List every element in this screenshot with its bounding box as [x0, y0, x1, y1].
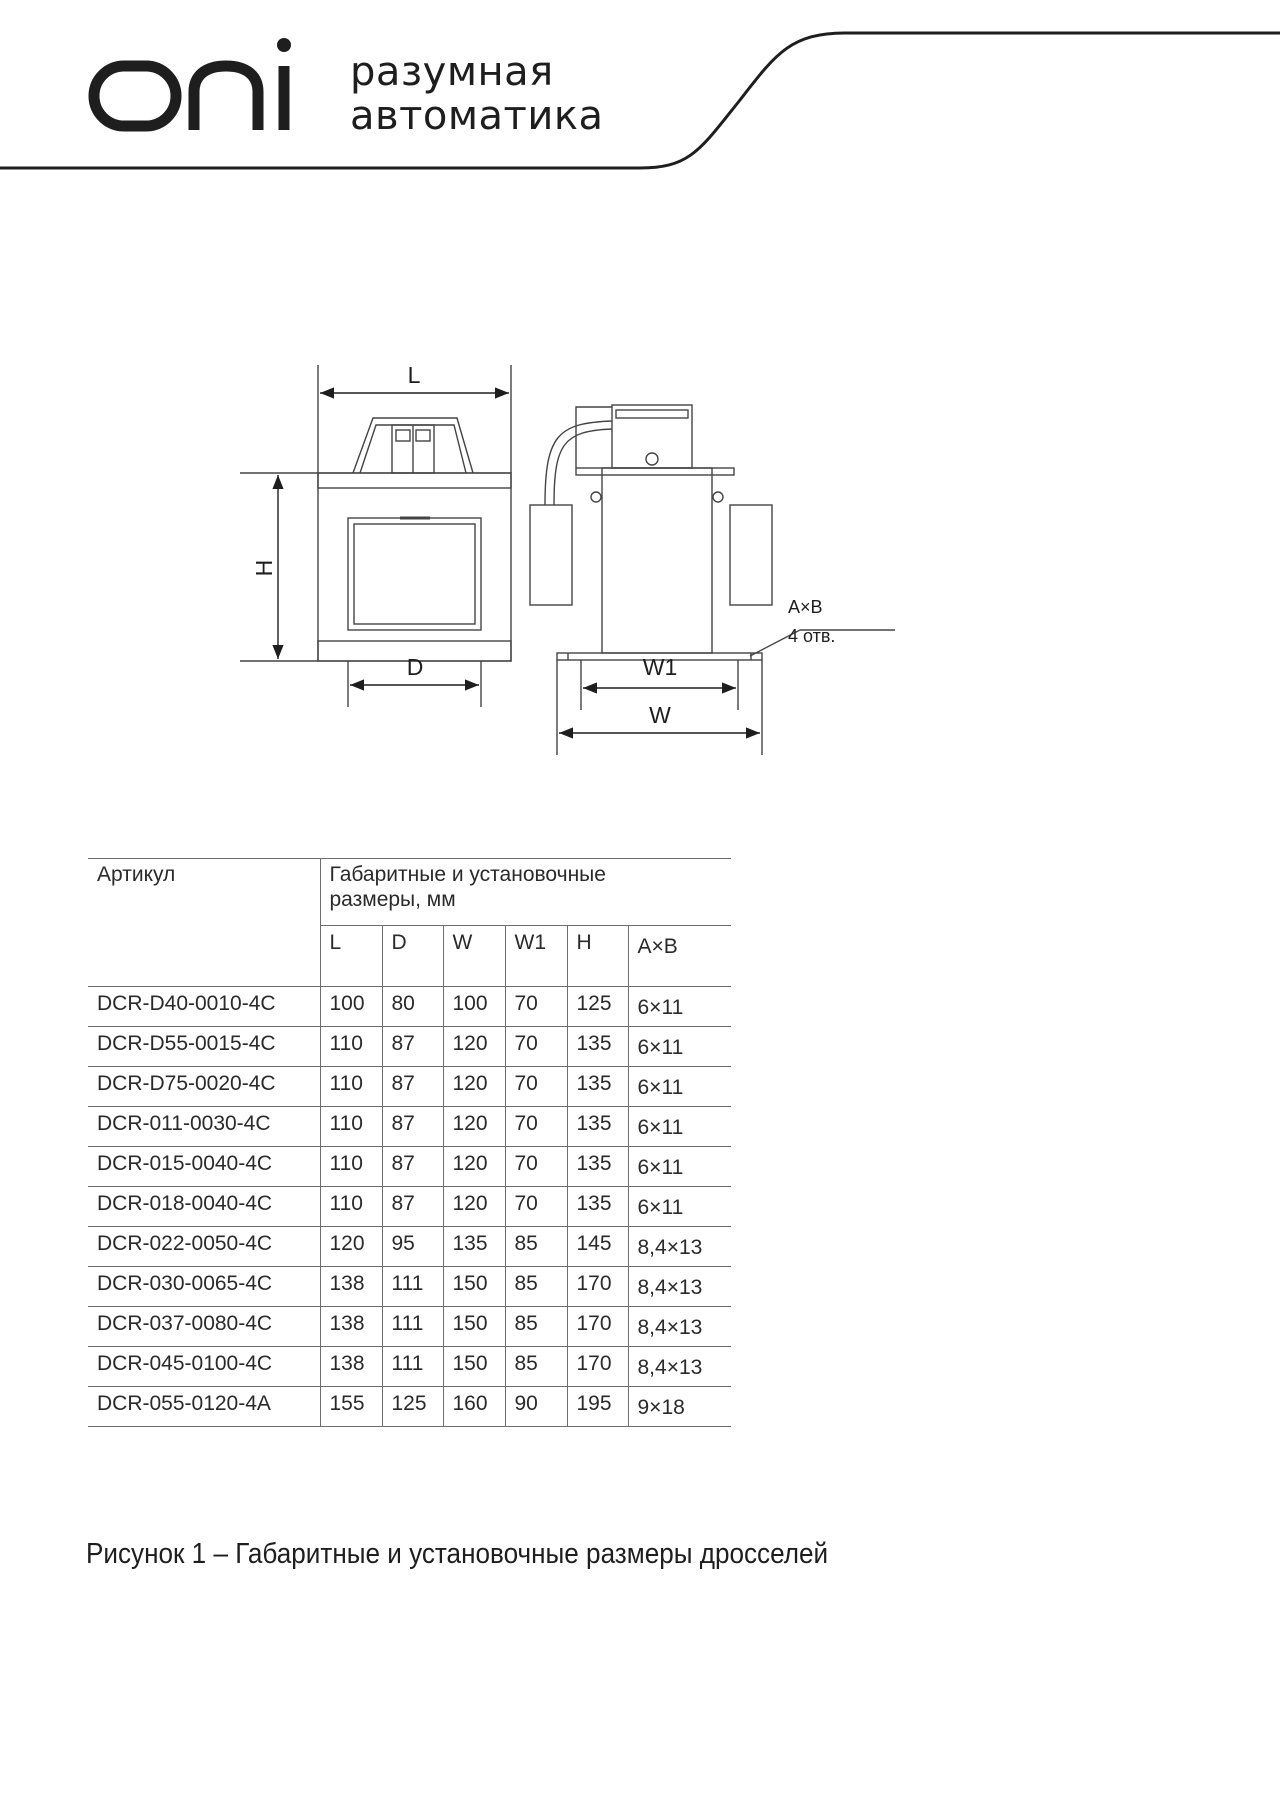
cell-ab — [628, 1027, 731, 1067]
cell-ab-text: 8,4×13 — [637, 1316, 703, 1339]
side-view-coil-right — [730, 505, 772, 605]
cell-d: 87 — [382, 1107, 443, 1147]
cell-w: 120 — [443, 1147, 505, 1187]
header-dimensions — [320, 859, 731, 926]
cell-d: 87 — [382, 1067, 443, 1107]
header-rule — [0, 0, 1280, 180]
table-row — [88, 1027, 731, 1067]
cell-l: 100 — [320, 987, 382, 1027]
cell-h: 145 — [567, 1227, 628, 1267]
cell-w: 135 — [443, 1227, 505, 1267]
cell-w: 120 — [443, 1187, 505, 1227]
cell-article: DCR-011-0030-4C — [88, 1107, 320, 1147]
cell-article: DCR-055-0120-4A — [88, 1387, 320, 1427]
dimensions-table — [88, 858, 731, 1427]
cell-w: 120 — [443, 1107, 505, 1147]
cell-ab — [628, 1347, 731, 1387]
side-view-core — [602, 468, 712, 653]
cell-ab — [628, 1267, 731, 1307]
header-D: D — [382, 926, 443, 987]
cell-w: 160 — [443, 1387, 505, 1427]
header-H: H — [567, 926, 628, 987]
cell-w: 120 — [443, 1067, 505, 1107]
cell-ab — [628, 1187, 731, 1227]
cell-ab-text: 8,4×13 — [637, 1276, 703, 1299]
cell-ab — [628, 1067, 731, 1107]
cell-w1: 85 — [505, 1227, 567, 1267]
cell-d: 87 — [382, 1187, 443, 1227]
cell-article: DCR-D40-0010-4C — [88, 987, 320, 1027]
header-W1: W1 — [505, 926, 567, 987]
cell-l: 110 — [320, 1027, 382, 1067]
table-header-row — [88, 859, 731, 926]
table-row — [88, 1267, 731, 1307]
header-W: W — [443, 926, 505, 987]
cell-ab — [628, 987, 731, 1027]
cell-ab — [628, 1227, 731, 1267]
cell-article: DCR-015-0040-4C — [88, 1147, 320, 1187]
cell-w1: 70 — [505, 1027, 567, 1067]
cell-l: 138 — [320, 1267, 382, 1307]
side-view-terminal — [612, 405, 692, 468]
cell-w: 150 — [443, 1267, 505, 1307]
cell-w1: 70 — [505, 1107, 567, 1147]
cell-l: 110 — [320, 1067, 382, 1107]
figure-caption: Рисунок 1 – Габаритные и установочные размеры дросселей — [86, 1538, 829, 1570]
cell-w1: 70 — [505, 1067, 567, 1107]
cell-w: 150 — [443, 1307, 505, 1347]
cell-ab-text: 8,4×13 — [637, 1356, 703, 1379]
header-AB — [628, 926, 731, 987]
cell-article: DCR-D75-0020-4C — [88, 1067, 320, 1107]
cell-d: 125 — [382, 1387, 443, 1427]
dim-label-L: L — [407, 362, 421, 388]
logo-tagline-line1: разумная — [350, 49, 554, 95]
header-dimensions-line2: размеры, мм — [329, 888, 456, 911]
cell-l: 155 — [320, 1387, 382, 1427]
cell-article: DCR-030-0065-4C — [88, 1267, 320, 1307]
dim-label-W1: W1 — [642, 654, 678, 680]
table-row — [88, 1307, 731, 1347]
cell-article: DCR-045-0100-4C — [88, 1347, 320, 1387]
cell-article: DCR-018-0040-4C — [88, 1187, 320, 1227]
table-row — [88, 1107, 731, 1147]
cell-w: 120 — [443, 1027, 505, 1067]
table-row — [88, 1067, 731, 1107]
table-row — [88, 1347, 731, 1387]
cell-article: DCR-D55-0015-4C — [88, 1027, 320, 1067]
header-L: L — [320, 926, 382, 987]
cell-w: 100 — [443, 987, 505, 1027]
cell-h: 135 — [567, 1067, 628, 1107]
cell-l: 110 — [320, 1187, 382, 1227]
table-row — [88, 1147, 731, 1187]
cell-l: 110 — [320, 1107, 382, 1147]
cell-h: 195 — [567, 1387, 628, 1427]
cell-l: 138 — [320, 1347, 382, 1387]
cell-h: 170 — [567, 1267, 628, 1307]
cell-d: 111 — [382, 1307, 443, 1347]
dim-label-hole-count: 4 отв. — [788, 626, 836, 646]
table-row — [88, 1187, 731, 1227]
cell-ab-text: 6×11 — [637, 1156, 684, 1179]
cell-h: 135 — [567, 1107, 628, 1147]
cell-w1: 85 — [505, 1307, 567, 1347]
cell-ab-text: 6×11 — [637, 1036, 684, 1059]
cell-ab-text: 6×11 — [637, 996, 684, 1019]
cell-w1: 70 — [505, 1147, 567, 1187]
oni-logo-icon — [94, 66, 284, 130]
cell-ab — [628, 1147, 731, 1187]
cell-w1: 70 — [505, 987, 567, 1027]
dim-label-hole-size: A×B — [788, 597, 823, 617]
cell-w1: 85 — [505, 1267, 567, 1307]
cell-h: 125 — [567, 987, 628, 1027]
header-dimensions-line1: Габаритные и установочные — [329, 863, 606, 886]
cell-w1: 85 — [505, 1347, 567, 1387]
cell-ab — [628, 1307, 731, 1347]
cell-d: 95 — [382, 1227, 443, 1267]
table-row — [88, 987, 731, 1027]
cell-w1: 90 — [505, 1387, 567, 1427]
table-row — [88, 1227, 731, 1267]
table-row — [88, 1387, 731, 1427]
dim-label-H: H — [251, 559, 278, 577]
cell-d: 87 — [382, 1027, 443, 1067]
cell-l: 120 — [320, 1227, 382, 1267]
cell-article: DCR-037-0080-4C — [88, 1307, 320, 1347]
cell-h: 170 — [567, 1347, 628, 1387]
dim-label-D: D — [406, 654, 424, 680]
cell-w: 150 — [443, 1347, 505, 1387]
cell-ab-text: 6×11 — [637, 1116, 684, 1139]
cell-ab — [628, 1387, 731, 1427]
cell-ab-text: 6×11 — [637, 1076, 684, 1099]
cell-h: 170 — [567, 1307, 628, 1347]
choke-dimension-drawing — [240, 355, 920, 775]
cell-ab-text: 6×11 — [637, 1196, 684, 1219]
cell-ab — [628, 1107, 731, 1147]
dim-label-W: W — [649, 702, 671, 728]
cell-ab-text: 8,4×13 — [637, 1236, 703, 1259]
cell-l: 138 — [320, 1307, 382, 1347]
cell-h: 135 — [567, 1187, 628, 1227]
cell-d: 80 — [382, 987, 443, 1027]
cell-w1: 70 — [505, 1187, 567, 1227]
header-article: Артикул — [88, 859, 320, 987]
cell-l: 110 — [320, 1147, 382, 1187]
header-AB-text: A×B — [637, 935, 678, 958]
cell-d: 111 — [382, 1267, 443, 1307]
side-view-coil-left — [530, 505, 572, 605]
logo-tagline-line2: автоматика — [350, 93, 604, 139]
cell-h: 135 — [567, 1027, 628, 1067]
cell-article: DCR-022-0050-4C — [88, 1227, 320, 1267]
cell-d: 111 — [382, 1347, 443, 1387]
cell-d: 87 — [382, 1147, 443, 1187]
front-view-core — [318, 473, 511, 661]
cell-ab-text: 9×18 — [637, 1396, 685, 1419]
cell-h: 135 — [567, 1147, 628, 1187]
